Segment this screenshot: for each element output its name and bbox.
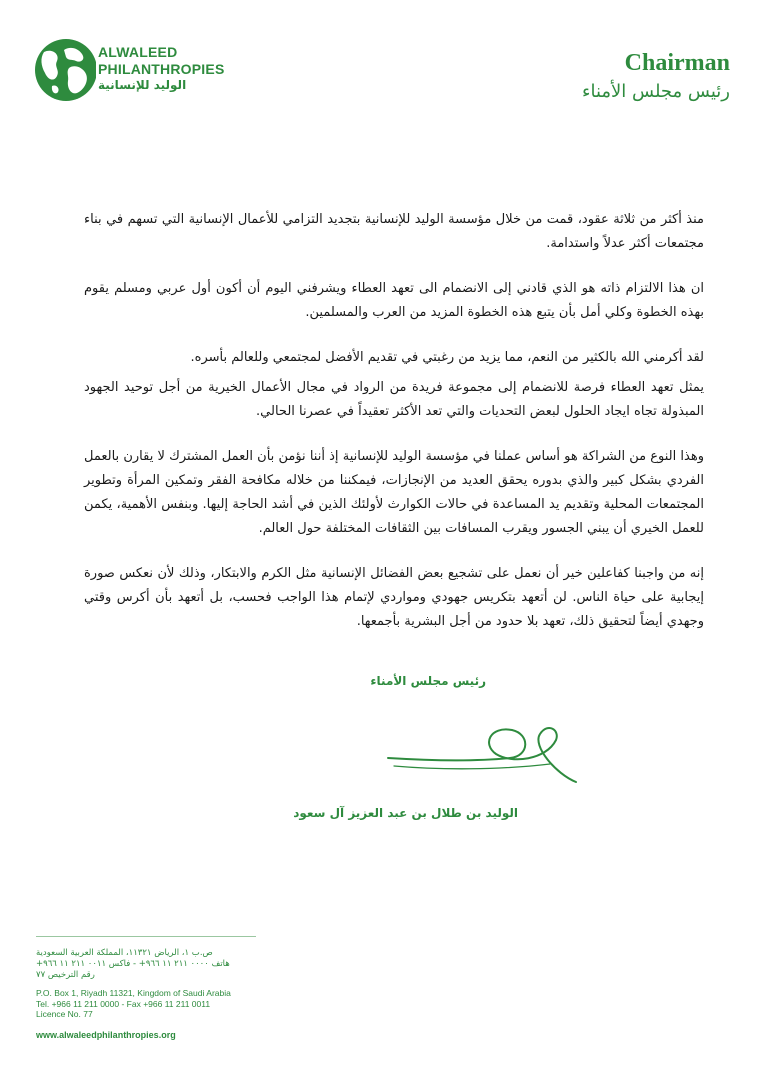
alwaleed-logo [30, 30, 270, 120]
footer-address-english [36, 988, 231, 1020]
paragraph-3: لقد أكرمني الله بالكثير من النعم، مما يزيد من رغبتي في تقديم الأفضل لمجتمعي وللعالم بأسره. [190, 350, 704, 365]
logo-line-2: PHILANTHROPIES [98, 61, 225, 77]
footer-address-arabic [36, 948, 246, 981]
paragraph-2: ان هذا الالتزام ذاته هو الذي قادني إلى الانضمام الى تعهد العطاء ويشرفني اليوم أن أكون أول عربي ومسلم يقوم بهذه الخطوة وكلي أمل بأن يتبع هذه الخطوة المزيد من العرب والمسلمين. [84, 281, 704, 320]
address-en-line-3: Licence No. 77 [36, 1009, 93, 1019]
globe-icon [30, 30, 96, 114]
website-link[interactable]: www.alwaleedphilanthropies.org [36, 1030, 176, 1040]
title-arabic: رئيس مجلس الأمناء [582, 81, 730, 102]
signature-title: رئيس مجلس الأمناء [370, 674, 486, 688]
address-en-line-2: Tel. +966 11 211 0000 - Fax +966 11 211 0011 [36, 998, 211, 1009]
paragraph-4: يمثل تعهد العطاء فرصة للانضمام إلى مجموعة فريدة من الرواد في مجال الأعمال الخيرية من أجل توحيد الجهود المبذولة تجاه ايجاد الحلول لبعض التحديات والتي تعد الأكثر تعقيداً في عصرنا الحالي. [84, 380, 704, 419]
signatory-name: الوليد بن طلال بن عبد العزيز آل سعود [293, 806, 518, 820]
title-english: Chairman [624, 50, 730, 76]
footer-divider [36, 936, 256, 937]
address-ar-line-1: ص.ب ١، الرياض ١١٣٢١، المملكة العربية السعودية [36, 948, 213, 958]
address-ar-line-2: هاتف ٠٠٠٠ ٢١١ ١١ ٩٦٦+ - فاكس ٠٠١١ ٢١١ ١١ ٩٦٦+ [36, 959, 230, 969]
address-en-line-1: P.O. Box 1, Riyadh 11321, Kingdom of Saudi Arabia [36, 988, 231, 998]
logo-line-1: ALWALEED [98, 44, 178, 60]
address-ar-line-3: رقم الترخيص ٧٧ [36, 970, 95, 980]
paragraph-1: منذ أكثر من ثلاثة عقود، قمت من خلال مؤسسة الوليد للإنسانية بتجديد التزامي للأعمال الإنسانية التي تسهم في بناء مجتمعات أكثر عدلاً واستدامة. [84, 212, 704, 251]
role-heading [582, 50, 730, 102]
paragraph-6: إنه من واجبنا كفاعلين خير أن نعمل على تشجيع بعض الفضائل الإنسانية مثل الكرم والابتكار، وذلك لأن نعكس صورة إيجابية على حياة الناس. لن أتعهد بتكريس جهودي ومواردي لإتمام هذا الواجب فحسب، بل أتعهد بأن أكرس وقتي وجهدي أيضاً لتحقيق ذلك، تعهد بلا حدود من أجل البشرية بأجمعها. [84, 566, 704, 629]
handwritten-signature [380, 700, 590, 800]
logo-arabic: الوليد للإنسانية [98, 78, 187, 92]
letter-body [84, 208, 704, 655]
paragraph-5: وهذا النوع من الشراكة هو أساس عملنا في مؤسسة الوليد للإنسانية إذ أننا نؤمن بأن العمل المشترك لا يقارن بالعمل الفردي بشكل كبير والذي بدوره يحقق العديد من الإنجازات، فيمكننا من خلاله مكافحة الفقر وتمكين المرأة وتطوير المجتمعات المحلية وتقديم يد المساعدة في حالات الكوارث لأولئك الذين في أشد الحاجة إليها. وبنفس الأهمية، يكمن للعمل الخيري أن يبني الجسور ويقرب المسافات بين الثقافات المختلفة حول العالم. [84, 449, 704, 536]
